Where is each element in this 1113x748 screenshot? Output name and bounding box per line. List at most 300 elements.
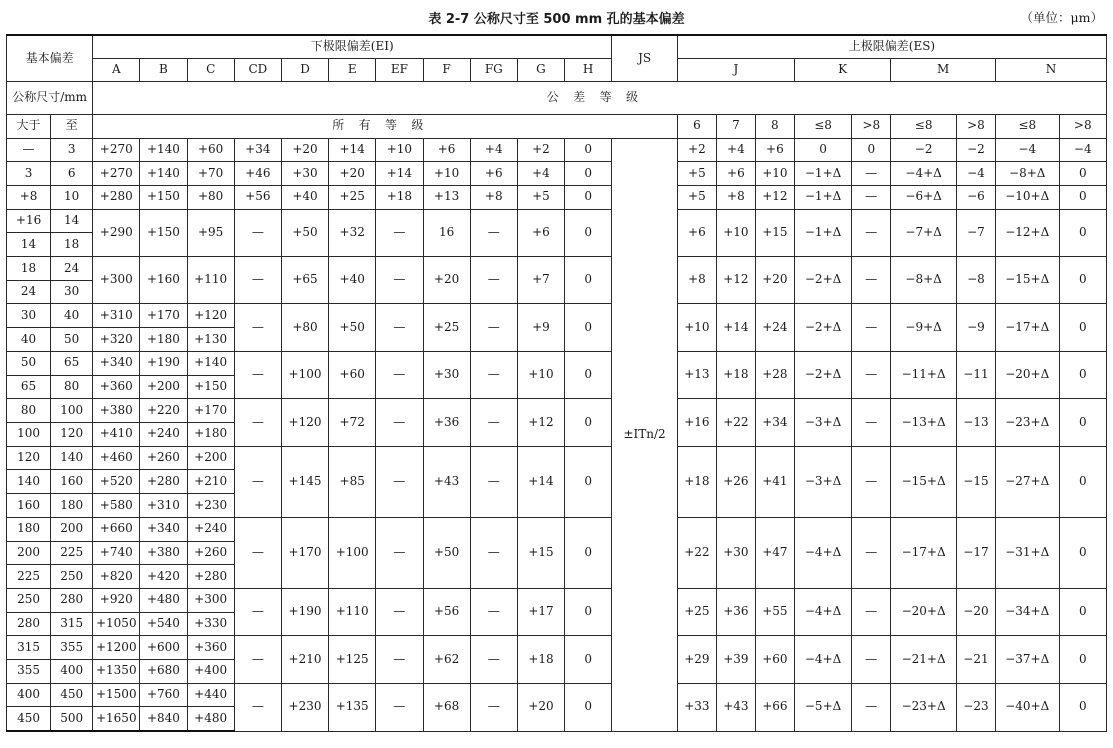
value-g: +7 — [517, 257, 564, 304]
size-over: +8 — [7, 185, 51, 209]
size-to: 280 — [51, 588, 93, 612]
value-c: +280 — [187, 565, 234, 589]
value-n2: 0 — [1059, 209, 1106, 256]
value-cd: +56 — [234, 185, 281, 209]
size-over: 18 — [7, 257, 51, 281]
value-n2: 0 — [1059, 517, 1106, 588]
size-over: — — [7, 138, 51, 162]
grade-j6: 6 — [677, 114, 716, 138]
letter-k: K — [794, 59, 890, 82]
value-f: +25 — [423, 304, 470, 351]
table-row — [7, 304, 1107, 328]
value-cd: — — [234, 588, 281, 635]
value-d: +230 — [281, 683, 328, 731]
value-m1: −21+Δ — [891, 636, 957, 683]
size-to: 6 — [51, 162, 93, 186]
value-m1: −15+Δ — [891, 446, 957, 517]
value-f: +20 — [423, 257, 470, 304]
value-n1: −37+Δ — [995, 636, 1059, 683]
value-b: +310 — [140, 494, 187, 518]
value-g: +6 — [517, 209, 564, 256]
value-h: 0 — [565, 209, 612, 256]
value-d: +210 — [281, 636, 328, 683]
letter-b: B — [140, 59, 187, 82]
value-k2: — — [852, 162, 891, 186]
value-c: +230 — [187, 494, 234, 518]
value-g: +18 — [517, 636, 564, 683]
value-k2: 0 — [852, 138, 891, 162]
value-k1: −2+Δ — [794, 304, 851, 351]
value-d: +120 — [281, 399, 328, 446]
value-cd: +46 — [234, 162, 281, 186]
size-over: 280 — [7, 612, 51, 636]
value-k1: −1+Δ — [794, 162, 851, 186]
value-c: +300 — [187, 588, 234, 612]
value-n2: 0 — [1059, 446, 1106, 517]
value-c: +150 — [187, 375, 234, 399]
value-b: +170 — [140, 304, 187, 328]
to-header: 至 — [51, 114, 93, 138]
size-over: 250 — [7, 588, 51, 612]
value-j8: +55 — [755, 588, 794, 635]
value-c: +480 — [187, 707, 234, 731]
size-to: 40 — [51, 304, 93, 328]
table-row — [7, 209, 1107, 233]
value-k1: −2+Δ — [794, 351, 851, 398]
value-c: +260 — [187, 541, 234, 565]
letter-a: A — [93, 59, 140, 82]
value-b: +160 — [140, 257, 187, 304]
value-k2: — — [852, 257, 891, 304]
size-over: 140 — [7, 470, 51, 494]
value-h: 0 — [565, 399, 612, 446]
value-ef: — — [376, 209, 423, 256]
value-j6: +5 — [677, 162, 716, 186]
value-k1: 0 — [794, 138, 851, 162]
value-c: +70 — [187, 162, 234, 186]
size-over: 24 — [7, 280, 51, 304]
value-h: 0 — [565, 351, 612, 398]
value-d: +30 — [281, 162, 328, 186]
value-e: +72 — [329, 399, 376, 446]
size-over: 180 — [7, 517, 51, 541]
value-n1: −8+Δ — [995, 162, 1059, 186]
value-ef: — — [376, 399, 423, 446]
size-over: 200 — [7, 541, 51, 565]
value-c: +210 — [187, 470, 234, 494]
value-n2: 0 — [1059, 683, 1106, 731]
value-c: +120 — [187, 304, 234, 328]
value-n1: −17+Δ — [995, 304, 1059, 351]
value-g: +14 — [517, 446, 564, 517]
size-to: 120 — [51, 423, 93, 447]
value-k1: −4+Δ — [794, 517, 851, 588]
letter-d: D — [281, 59, 328, 82]
value-e: +32 — [329, 209, 376, 256]
value-n1: −31+Δ — [995, 517, 1059, 588]
value-ef: — — [376, 304, 423, 351]
value-m2: −7 — [956, 209, 995, 256]
value-g: +20 — [517, 683, 564, 731]
size-to: 160 — [51, 470, 93, 494]
value-b: +680 — [140, 660, 187, 684]
value-fg: +4 — [470, 138, 517, 162]
value-b: +540 — [140, 612, 187, 636]
value-c: +360 — [187, 636, 234, 660]
value-k1: −4+Δ — [794, 636, 851, 683]
value-h: 0 — [565, 257, 612, 304]
value-a: +920 — [93, 588, 140, 612]
value-j6: +6 — [677, 209, 716, 256]
table-row — [7, 446, 1107, 470]
value-k2: — — [852, 399, 891, 446]
upper-deviation-header: 上极限偏差(ES) — [677, 35, 1106, 59]
value-j6: +16 — [677, 399, 716, 446]
value-e: +125 — [329, 636, 376, 683]
value-j7: +22 — [716, 399, 755, 446]
value-m2: −20 — [956, 588, 995, 635]
value-cd: — — [234, 636, 281, 683]
value-fg: — — [470, 517, 517, 588]
value-k2: — — [852, 446, 891, 517]
value-m2: −11 — [956, 351, 995, 398]
value-c: +80 — [187, 185, 234, 209]
value-ef: +10 — [376, 138, 423, 162]
value-j8: +6 — [755, 138, 794, 162]
value-g: +5 — [517, 185, 564, 209]
value-g: +15 — [517, 517, 564, 588]
value-j6: +10 — [677, 304, 716, 351]
value-a: +1350 — [93, 660, 140, 684]
value-m2: −8 — [956, 257, 995, 304]
value-ef: — — [376, 517, 423, 588]
size-to: 100 — [51, 399, 93, 423]
letter-c: C — [187, 59, 234, 82]
value-fg: — — [470, 588, 517, 635]
value-e: +85 — [329, 446, 376, 517]
value-n2: 0 — [1059, 162, 1106, 186]
value-fg: — — [470, 209, 517, 256]
value-c: +240 — [187, 517, 234, 541]
value-b: +200 — [140, 375, 187, 399]
value-a: +340 — [93, 351, 140, 375]
value-n1: −15+Δ — [995, 257, 1059, 304]
value-k2: — — [852, 209, 891, 256]
value-n1: −40+Δ — [995, 683, 1059, 731]
value-j8: +66 — [755, 683, 794, 731]
letter-j: J — [677, 59, 794, 82]
table-row — [7, 257, 1107, 281]
js-header: JS — [612, 35, 678, 81]
size-to: 400 — [51, 660, 93, 684]
size-over: 100 — [7, 423, 51, 447]
value-f: +68 — [423, 683, 470, 731]
value-k1: −5+Δ — [794, 683, 851, 731]
value-e: +135 — [329, 683, 376, 731]
js-value: ±ITn/2 — [612, 138, 678, 731]
table-body — [7, 35, 1107, 731]
value-f: +62 — [423, 636, 470, 683]
value-j8: +41 — [755, 446, 794, 517]
value-c: +140 — [187, 351, 234, 375]
value-a: +360 — [93, 375, 140, 399]
value-j8: +15 — [755, 209, 794, 256]
value-a: +310 — [93, 304, 140, 328]
value-cd: — — [234, 351, 281, 398]
value-n2: 0 — [1059, 399, 1106, 446]
letter-fg: FG — [470, 59, 517, 82]
size-over: 3 — [7, 162, 51, 186]
value-c: +95 — [187, 209, 234, 256]
table-row — [7, 399, 1107, 423]
value-cd: — — [234, 257, 281, 304]
value-j7: +14 — [716, 304, 755, 351]
value-f: +43 — [423, 446, 470, 517]
value-g: +12 — [517, 399, 564, 446]
value-j6: +33 — [677, 683, 716, 731]
size-over: 450 — [7, 707, 51, 731]
value-n1: −4 — [995, 138, 1059, 162]
value-n2: −4 — [1059, 138, 1106, 162]
value-k1: −1+Δ — [794, 209, 851, 256]
size-to: 200 — [51, 517, 93, 541]
value-n1: −34+Δ — [995, 588, 1059, 635]
letter-e: E — [329, 59, 376, 82]
value-c: +440 — [187, 683, 234, 707]
grade-m-le8: ≤8 — [891, 114, 957, 138]
value-m2: −15 — [956, 446, 995, 517]
size-over: +16 — [7, 209, 51, 233]
value-n2: 0 — [1059, 185, 1106, 209]
value-a: +290 — [93, 209, 140, 256]
value-j8: +34 — [755, 399, 794, 446]
value-b: +190 — [140, 351, 187, 375]
value-f: +56 — [423, 588, 470, 635]
value-k2: — — [852, 185, 891, 209]
value-e: +100 — [329, 517, 376, 588]
value-m1: −7+Δ — [891, 209, 957, 256]
value-d: +20 — [281, 138, 328, 162]
value-b: +340 — [140, 517, 187, 541]
value-ef: +18 — [376, 185, 423, 209]
table-row — [7, 351, 1107, 375]
value-f: 16 — [423, 209, 470, 256]
grade-j8: 8 — [755, 114, 794, 138]
size-over: 225 — [7, 565, 51, 589]
value-b: +220 — [140, 399, 187, 423]
size-to: 3 — [51, 138, 93, 162]
size-over: 315 — [7, 636, 51, 660]
table-row — [7, 517, 1107, 541]
size-over: 14 — [7, 233, 51, 257]
value-fg: — — [470, 304, 517, 351]
size-to: 225 — [51, 541, 93, 565]
value-h: 0 — [565, 588, 612, 635]
value-b: +150 — [140, 209, 187, 256]
value-n2: 0 — [1059, 257, 1106, 304]
value-g: +17 — [517, 588, 564, 635]
size-to: 30 — [51, 280, 93, 304]
value-j7: +12 — [716, 257, 755, 304]
size-over: 50 — [7, 351, 51, 375]
value-h: 0 — [565, 304, 612, 351]
value-ef: +14 — [376, 162, 423, 186]
value-g: +10 — [517, 351, 564, 398]
value-a: +320 — [93, 328, 140, 352]
value-fg: — — [470, 399, 517, 446]
value-c: +330 — [187, 612, 234, 636]
value-cd: +34 — [234, 138, 281, 162]
value-j7: +18 — [716, 351, 755, 398]
value-a: +1500 — [93, 683, 140, 707]
value-fg: — — [470, 351, 517, 398]
value-c: +110 — [187, 257, 234, 304]
value-k2: — — [852, 304, 891, 351]
value-e: +110 — [329, 588, 376, 635]
size-to: 24 — [51, 257, 93, 281]
value-j7: +30 — [716, 517, 755, 588]
value-fg: — — [470, 683, 517, 731]
value-k1: −3+Δ — [794, 399, 851, 446]
value-e: +25 — [329, 185, 376, 209]
size-to: 355 — [51, 636, 93, 660]
grade-k-le8: ≤8 — [794, 114, 851, 138]
letter-m: M — [891, 59, 996, 82]
nominal-size-header: 公称尺寸/mm — [7, 81, 93, 114]
size-over: 400 — [7, 683, 51, 707]
value-ef: — — [376, 683, 423, 731]
value-a: +270 — [93, 162, 140, 186]
grade-k-gt8: >8 — [852, 114, 891, 138]
grade-n-gt8: >8 — [1059, 114, 1106, 138]
value-j8: +10 — [755, 162, 794, 186]
size-to: 180 — [51, 494, 93, 518]
deviation-table — [6, 34, 1107, 732]
value-m1: −17+Δ — [891, 517, 957, 588]
value-f: +13 — [423, 185, 470, 209]
value-g: +2 — [517, 138, 564, 162]
unit-label: （单位：μm） — [1020, 10, 1103, 25]
value-n2: 0 — [1059, 351, 1106, 398]
value-j7: +8 — [716, 185, 755, 209]
letter-n: N — [995, 59, 1106, 82]
value-a: +660 — [93, 517, 140, 541]
value-m2: −2 — [956, 138, 995, 162]
value-d: +80 — [281, 304, 328, 351]
size-to: 140 — [51, 446, 93, 470]
value-e: +40 — [329, 257, 376, 304]
value-n1: −12+Δ — [995, 209, 1059, 256]
value-a: +410 — [93, 423, 140, 447]
value-n2: 0 — [1059, 588, 1106, 635]
value-k1: −4+Δ — [794, 588, 851, 635]
value-j7: +10 — [716, 209, 755, 256]
value-j6: +25 — [677, 588, 716, 635]
value-c: +400 — [187, 660, 234, 684]
table-title — [0, 8, 1113, 28]
value-a: +270 — [93, 138, 140, 162]
value-m2: −4 — [956, 162, 995, 186]
value-m2: −9 — [956, 304, 995, 351]
size-to: 500 — [51, 707, 93, 731]
value-b: +480 — [140, 588, 187, 612]
all-grades-header: 所有等级 — [93, 114, 678, 138]
size-over: 80 — [7, 399, 51, 423]
value-ef: — — [376, 446, 423, 517]
value-h: 0 — [565, 517, 612, 588]
value-n1: −10+Δ — [995, 185, 1059, 209]
value-b: +760 — [140, 683, 187, 707]
value-e: +20 — [329, 162, 376, 186]
value-m2: −13 — [956, 399, 995, 446]
value-ef: — — [376, 636, 423, 683]
table-row — [7, 162, 1107, 186]
table-row — [7, 588, 1107, 612]
value-m1: −20+Δ — [891, 588, 957, 635]
over-header: 大于 — [7, 114, 51, 138]
size-to: 250 — [51, 565, 93, 589]
value-j8: +60 — [755, 636, 794, 683]
value-c: +180 — [187, 423, 234, 447]
value-b: +380 — [140, 541, 187, 565]
value-j7: +4 — [716, 138, 755, 162]
letter-g: G — [517, 59, 564, 82]
value-c: +170 — [187, 399, 234, 423]
value-k2: — — [852, 636, 891, 683]
value-j6: +2 — [677, 138, 716, 162]
value-cd: — — [234, 304, 281, 351]
tolerance-grade-header: 公差等级 — [93, 81, 1107, 114]
value-d: +65 — [281, 257, 328, 304]
value-b: +280 — [140, 470, 187, 494]
letter-cd: CD — [234, 59, 281, 82]
value-m2: −17 — [956, 517, 995, 588]
value-g: +4 — [517, 162, 564, 186]
value-fg: +6 — [470, 162, 517, 186]
value-d: +145 — [281, 446, 328, 517]
value-k2: — — [852, 588, 891, 635]
value-j6: +29 — [677, 636, 716, 683]
grade-n-le8: ≤8 — [995, 114, 1059, 138]
value-a: +280 — [93, 185, 140, 209]
value-e: +14 — [329, 138, 376, 162]
value-b: +140 — [140, 138, 187, 162]
value-h: 0 — [565, 162, 612, 186]
value-d: +50 — [281, 209, 328, 256]
value-a: +1200 — [93, 636, 140, 660]
value-e: +50 — [329, 304, 376, 351]
value-j7: +36 — [716, 588, 755, 635]
value-ef: — — [376, 351, 423, 398]
value-n2: 0 — [1059, 636, 1106, 683]
value-n1: −27+Δ — [995, 446, 1059, 517]
value-fg: +8 — [470, 185, 517, 209]
value-b: +180 — [140, 328, 187, 352]
value-m1: −4+Δ — [891, 162, 957, 186]
value-f: +10 — [423, 162, 470, 186]
value-h: 0 — [565, 683, 612, 731]
size-to: 450 — [51, 683, 93, 707]
value-m1: −13+Δ — [891, 399, 957, 446]
value-a: +520 — [93, 470, 140, 494]
value-m1: −2 — [891, 138, 957, 162]
value-j8: +28 — [755, 351, 794, 398]
size-over: 40 — [7, 328, 51, 352]
value-j7: +26 — [716, 446, 755, 517]
size-to: 80 — [51, 375, 93, 399]
value-j6: +13 — [677, 351, 716, 398]
value-b: +420 — [140, 565, 187, 589]
